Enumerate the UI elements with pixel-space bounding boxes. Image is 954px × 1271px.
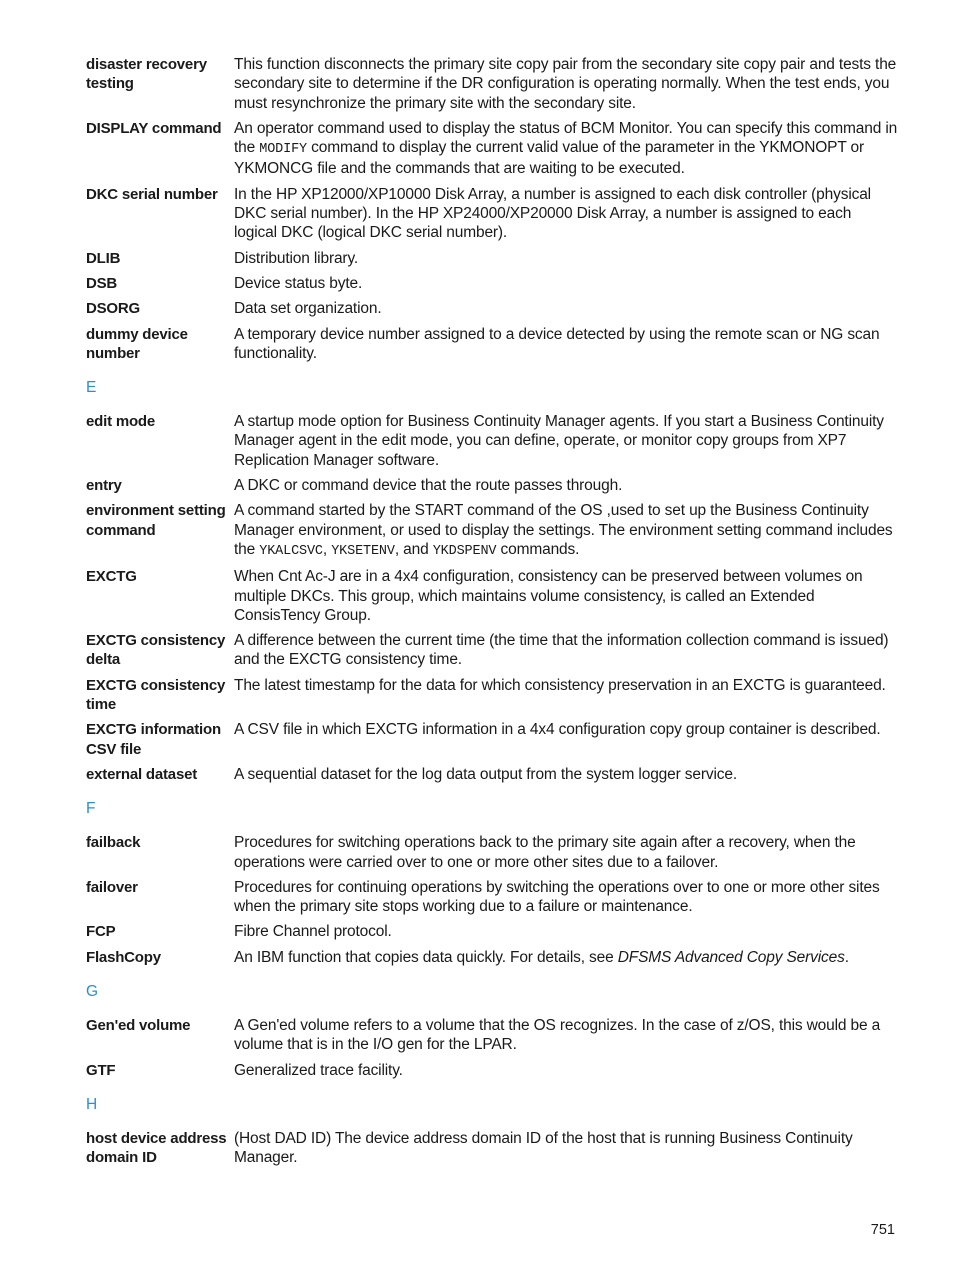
glossary-entry xyxy=(86,274,898,293)
glossary-definition: A temporary device number assigned to a device detected by using the remote scan or NG scan functionality. xyxy=(234,325,880,362)
glossary-definition: A difference between the current time (the time that the information collection command is issued) and the EXCTG consistency time. xyxy=(234,632,889,669)
glossary-entry xyxy=(86,476,898,495)
glossary-term: DLIB xyxy=(86,249,121,267)
glossary-definition: Procedures for switching operations back to the primary site again after a recovery, when the operations were carried over to one or more other sites due to a failover. xyxy=(234,834,856,871)
glossary-definition: This function disconnects the primary site copy pair from the secondary site copy pair and tests the secondary site to determine if the DR configuration is operating normally. When the test ends, you must resynchronize the primary site with the secondary site. xyxy=(234,56,897,112)
glossary-page xyxy=(86,55,898,1173)
glossary-entry xyxy=(86,922,898,941)
glossary-definition: A sequential dataset for the log data output from the system logger service. xyxy=(234,765,737,783)
glossary-definition: (Host DAD ID) The device address domain ID of the host that is running Business Continuity Manager. xyxy=(234,1129,853,1167)
glossary-definition: When Cnt Ac-J are in a 4x4 configuration, consistency can be preserved between volumes on multiple DKCs. This group, which maintains volume consistency, is called an Extended ConsisTency Group. xyxy=(234,568,863,624)
section-letter-h: H xyxy=(86,1095,98,1113)
glossary-term: disaster recovery testing xyxy=(86,56,207,93)
section-letter-g: G xyxy=(86,982,99,1000)
glossary-entry xyxy=(86,185,898,243)
glossary-entry xyxy=(86,1061,898,1080)
glossary-term: EXCTG xyxy=(86,568,137,586)
glossary-term: DISPLAY command xyxy=(86,119,222,137)
glossary-definition: Distribution library. xyxy=(234,249,359,267)
page-number: 751 xyxy=(870,1222,895,1238)
glossary-entry xyxy=(86,501,898,561)
glossary-definition: Data set organization. xyxy=(234,300,382,318)
code-text: YKSETENV xyxy=(331,543,395,559)
glossary-entry xyxy=(86,249,898,268)
glossary-term: EXCTG consistency time xyxy=(86,676,226,714)
glossary-definition: A DKC or command device that the route passes through. xyxy=(234,477,623,495)
glossary-definition: The latest timestamp for the data for which consistency preservation in an EXCTG is guaranteed. xyxy=(234,676,886,694)
glossary-entry xyxy=(86,676,898,715)
glossary-term: host device address domain ID xyxy=(86,1129,227,1167)
glossary-entry xyxy=(86,878,898,917)
glossary-definition: A CSV file in which EXCTG information in a 4x4 configuration copy group container is described. xyxy=(234,721,881,739)
code-text: MODIFY xyxy=(259,142,307,158)
glossary-entry xyxy=(86,1016,898,1055)
glossary-definition: An operator command used to display the status of BCM Monitor. You can specify this command in the MODIFY command to display the current valid value of the parameter in the YKMONOPT or YKMONCG file and the commands that are waiting to be executed. xyxy=(234,119,898,178)
glossary-term: Gen'ed volume xyxy=(86,1016,191,1034)
code-text: YKALCSVC xyxy=(259,543,323,559)
glossary-definition: A command started by the START command of the OS ,used to set up the Business Continuity Manager environment, or used to display the settings. The environment setting command includes the YKALCSVC, YKSETENV, and YKDSPENV commands. xyxy=(234,502,893,559)
glossary-definition: In the HP XP12000/XP10000 Disk Array, a number is assigned to each disk controller (physical DKC serial number). In the HP XP24000/XP20000 Disk Array, a number is assigned to each logical DKC (logical DKC serial number). xyxy=(234,185,871,242)
glossary-entry xyxy=(86,765,898,784)
glossary-entry xyxy=(86,1129,898,1168)
glossary-term: external dataset xyxy=(86,765,198,783)
glossary-definition: An IBM function that copies data quickly. For details, see DFSMS Advanced Copy Services. xyxy=(234,948,849,966)
glossary-term: DKC serial number xyxy=(86,185,218,203)
glossary-entry xyxy=(86,720,898,759)
glossary-term: DSORG xyxy=(86,300,141,318)
book-title: DFSMS Advanced Copy Services xyxy=(617,948,845,966)
glossary-term: FCP xyxy=(86,923,116,941)
glossary-entry xyxy=(86,325,898,364)
section-letter-e: E xyxy=(86,379,97,397)
glossary-entry xyxy=(86,119,898,179)
glossary-term: dummy device number xyxy=(86,325,188,362)
glossary-definition: Fibre Channel protocol. xyxy=(234,923,392,941)
glossary-term: EXCTG information CSV file xyxy=(86,721,221,758)
glossary-definition: Device status byte. xyxy=(234,274,363,292)
glossary-term: GTF xyxy=(86,1061,116,1079)
glossary-entry xyxy=(86,567,898,625)
glossary-term: failback xyxy=(86,834,141,852)
glossary-definition: A Gen'ed volume refers to a volume that the OS recognizes. In the case of z/OS, this would be a volume that is in the I/O gen for the LPAR. xyxy=(234,1016,881,1054)
glossary-term: edit mode xyxy=(86,413,156,431)
glossary-term: failover xyxy=(86,878,138,896)
glossary-entry xyxy=(86,299,898,318)
glossary-entry xyxy=(86,833,898,872)
glossary-term: FlashCopy xyxy=(86,948,161,966)
glossary-definition: A startup mode option for Business Continuity Manager agents. If you start a Business Continuity Manager agent in the edit mode, you can define, operate, or monitor copy groups from XP7 Replication Manager software. xyxy=(234,413,884,469)
code-text: YKDSPENV xyxy=(432,543,497,559)
glossary-entry xyxy=(86,412,898,470)
glossary-entry xyxy=(86,948,898,967)
section-letter-f: F xyxy=(86,800,96,818)
glossary-term: DSB xyxy=(86,274,118,292)
glossary-definition: Generalized trace facility. xyxy=(234,1061,403,1079)
glossary-term: EXCTG consistency delta xyxy=(86,632,226,669)
glossary-term: entry xyxy=(86,477,122,495)
glossary-definition: Procedures for continuing operations by switching the operations over to one or more other sites when the primary site stops working due to a failure or maintenance. xyxy=(234,878,880,916)
glossary-entry xyxy=(86,631,898,670)
glossary-entry xyxy=(86,55,898,113)
glossary-term: environment setting command xyxy=(86,502,226,539)
